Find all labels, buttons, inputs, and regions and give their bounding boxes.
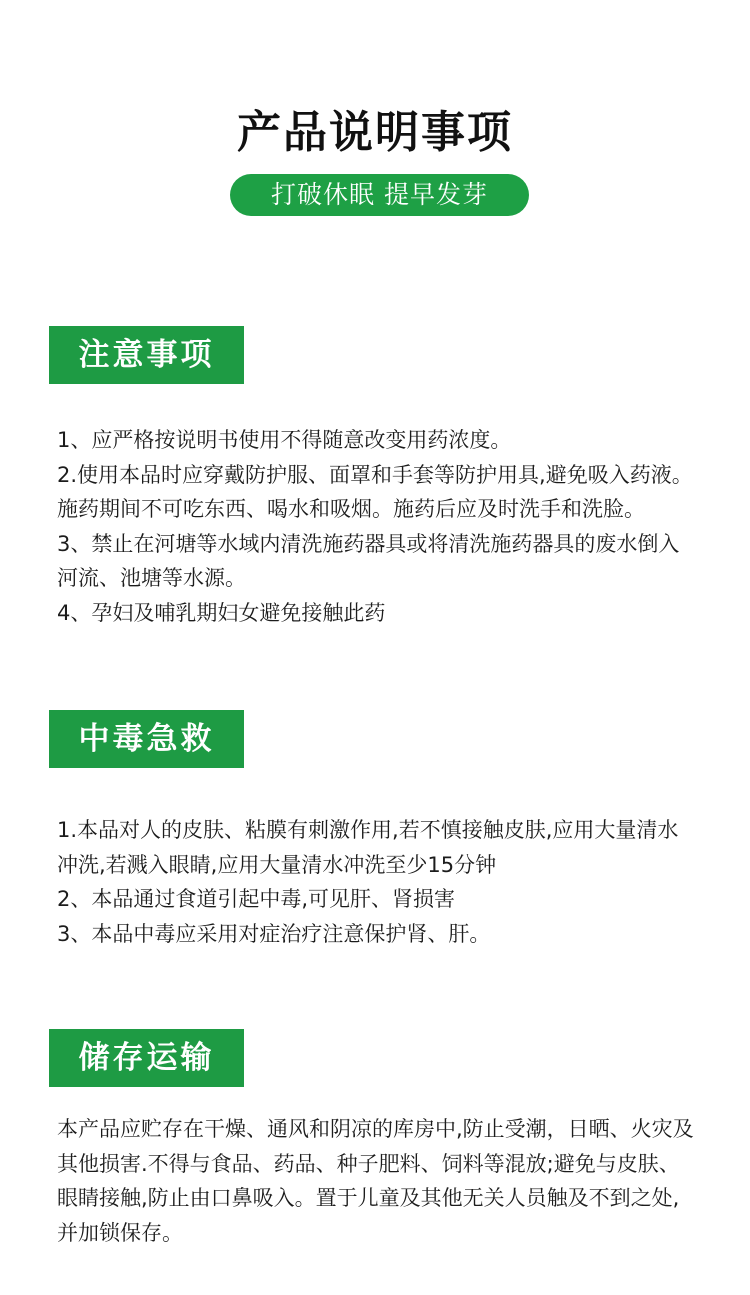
section-header-first-aid: 中毒急救 bbox=[49, 710, 244, 768]
first-aid-item: 3、本品中毒应采用对症治疗注意保护肾、肝。 bbox=[57, 921, 491, 946]
section-header-precautions: 注意事项 bbox=[49, 326, 244, 384]
first-aid-item: 2、本品通过食道引起中毒,可见肝、肾损害 bbox=[57, 887, 456, 911]
page-title: 产品说明事项 bbox=[237, 107, 513, 158]
first-aid-item: 1.本品对人的皮肤、粘膜有刺激作用,若不慎接触皮肤,应用大量清水冲洗,若溅入眼睛,应用大量清水冲洗至少15分钟 bbox=[57, 818, 679, 877]
precaution-item: 2.使用本品时应穿戴防护服、面罩和手套等防护用具,避免吸入药液。施药期间不可吃东西、喝水和吸烟。施药后应及时洗手和洗脸。 bbox=[57, 462, 693, 521]
section-body-storage bbox=[57, 1112, 697, 1250]
section-body-first-aid bbox=[57, 813, 697, 951]
section-body-precautions bbox=[57, 423, 697, 630]
tagline-pill: 打破休眠 提早发芽 bbox=[230, 174, 529, 216]
section-header-storage: 储存运输 bbox=[49, 1029, 244, 1087]
precaution-item: 3、禁止在河塘等水域内清洗施药器具或将清洗施药器具的废水倒入河流、池塘等水源。 bbox=[57, 531, 680, 590]
precaution-item: 4、孕妇及哺乳期妇女避免接触此药 bbox=[57, 600, 386, 625]
precaution-item: 1、应严格按说明书使用不得随意改变用药浓度。 bbox=[57, 428, 512, 452]
storage-text: 本产品应贮存在干燥、通风和阴凉的库房中,防止受潮，日晒、火灾及其他损害.不得与食品、药品、种子肥料、饲料等混放;避免与皮肤、眼睛接触,防止由口鼻吸入。置于儿童及其他无关人员触及不到之处,并加锁保存。 bbox=[57, 1117, 694, 1245]
